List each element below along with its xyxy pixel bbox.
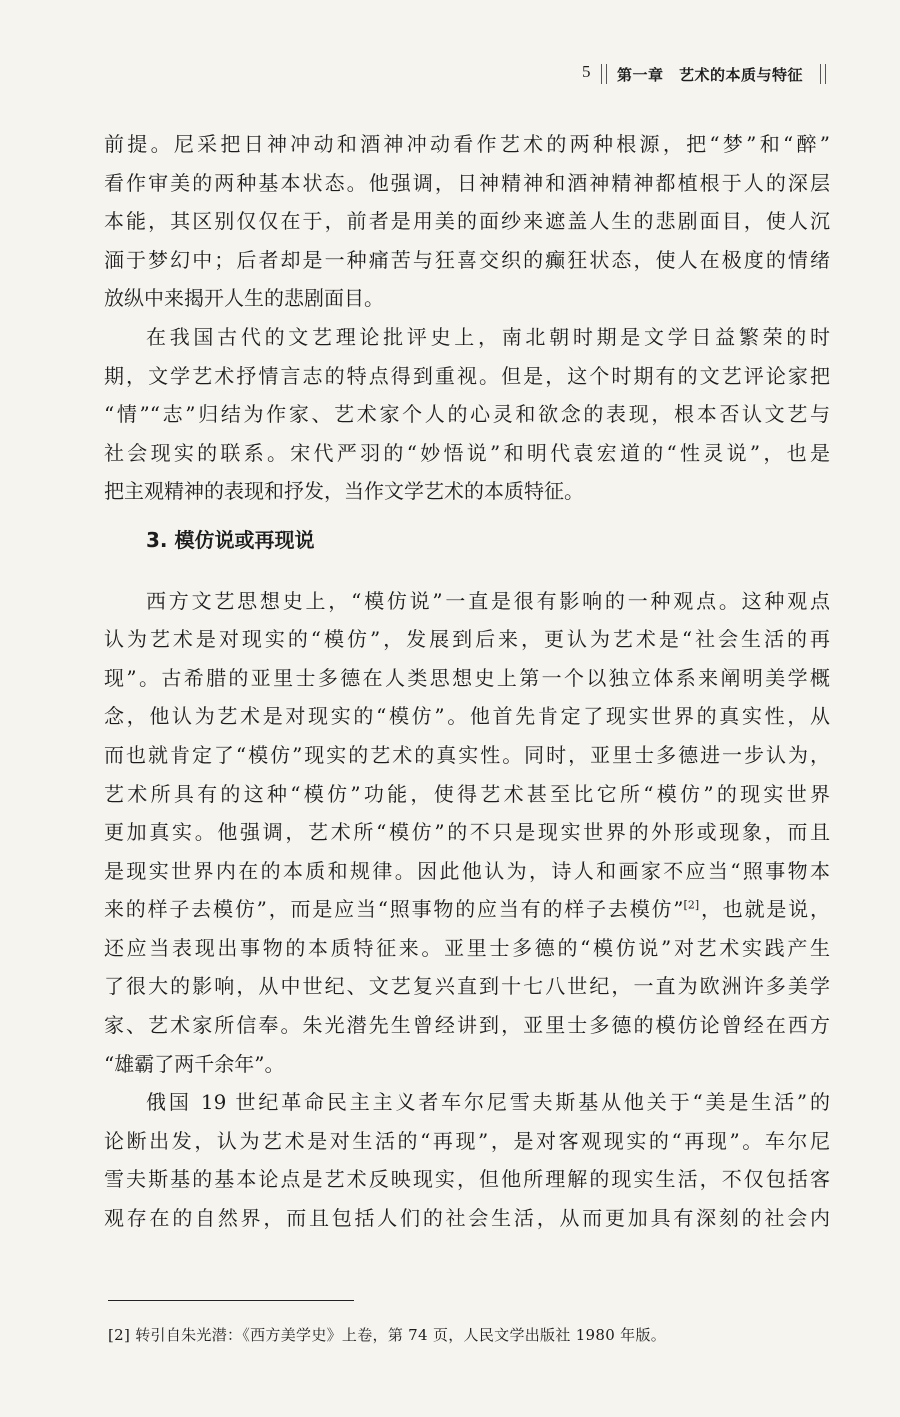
text-line: 西方文艺思想史上，“模仿说”一直是很有影响的一种观点。这种观点 [146,588,830,613]
running-header [0,62,900,88]
chapter-title: 第一章 艺术的本质与特征 [617,66,804,84]
footnote-reference[interactable]: [2] [683,898,700,912]
paragraph [104,318,830,511]
header-divider [601,64,607,84]
text-line: 现”。古希腊的亚里士多德在人类思想史上第一个以独立体系来阐明美学概 [104,665,830,690]
footnote-divider [108,1300,354,1301]
text-span: 来的样子去模仿”，而是应当“照事物的应当有的样子去模仿” [104,897,684,922]
text-line: 还应当表现出事物的本质特征来。亚里士多德的“模仿说”对艺术实践产生 [104,935,830,960]
text-line: 认为艺术是对现实的“模仿”，发展到后来，更认为艺术是“社会生活的再 [104,627,830,652]
text-line: 是现实世界内在的本质和规律。因此他认为，诗人和画家不应当“照事物本 [104,858,830,883]
paragraph [104,582,830,1084]
text-line: 了很大的影响，从中世纪、文艺复兴直到十七八世纪，一直为欧洲许多美学 [104,974,830,999]
text-line: 艺术所具有的这种“模仿”功能，使得艺术甚至比它所“模仿”的现实世界 [104,781,830,806]
text-line: 更加真实。他强调，艺术所“模仿”的不只是现实世界的外形或现象，而且 [104,820,830,845]
footnote: [2] 转引自朱光潜：《西方美学史》上卷，第 74 页，人民文学出版社 1980 年版。 [108,1326,667,1344]
text-line: 放纵中来揭开人生的悲剧面目。 [104,286,384,311]
text-line: 湎于梦幻中；后者却是一种痛苦与狂喜交织的癫狂状态，使人在极度的情绪 [104,247,830,272]
text-line: 论断出发，认为艺术是对生活的“再现”，是对客观现实的“再现”。车尔尼 [104,1128,830,1153]
body-text [104,125,830,1238]
text-line: 观存在的自然界，而且包括人们的社会生活，从而更加具有深刻的社会内 [104,1206,830,1231]
page-number: 5 [582,62,591,81]
text-line-with-footnote [104,890,830,929]
text-line: 雪夫斯基的基本论点是艺术反映现实，但他所理解的现实生活，不仅包括客 [104,1167,830,1192]
text-line: “情”“志”归结为作家、艺术家个人的心灵和欲念的表现，根本否认文艺与 [104,402,830,427]
text-line: 念，他认为艺术是对现实的“模仿”。他首先肯定了现实世界的真实性，从 [104,704,830,729]
text-line: 期，文学艺术抒情言志的特点得到重视。但是，这个时期有的文艺评论家把 [104,363,830,388]
text-span: ，也就是说， [699,897,830,922]
paragraph [104,1083,830,1237]
text-line: 看作审美的两种基本状态。他强调，日神精神和酒神精神都植根于人的深层 [104,170,830,195]
text-line: “雄霸了两千余年”。 [104,1051,285,1076]
paragraph [104,125,830,318]
text-line: 而也就肯定了“模仿”现实的艺术的真实性。同时，亚里士多德进一步认为， [104,742,830,767]
text-line: 在我国古代的文艺理论批评史上，南北朝时期是文学日益繁荣的时 [146,324,830,349]
section-heading: 3. 模仿说或再现说 [146,527,315,552]
text-line: 家、艺术家所信奉。朱光潜先生曾经讲到，亚里士多德的模仿论曾经在西方 [104,1013,830,1038]
text-line: 前提。尼采把日神冲动和酒神冲动看作艺术的两种根源，把“梦”和“醉” [104,132,830,156]
text-line: 本能，其区别仅仅在于，前者是用美的面纱来遮盖人生的悲剧面目，使人沉 [104,209,830,234]
text-line: 把主观精神的表现和抒发，当作文学艺术的本质特征。 [104,479,584,504]
text-line: 俄国 19 世纪革命民主主义者车尔尼雪夫斯基从他关于“美是生活”的 [146,1090,830,1115]
text-line: 社会现实的联系。宋代严羽的“妙悟说”和明代袁宏道的“性灵说”，也是 [104,440,830,465]
header-divider-end [820,64,826,84]
